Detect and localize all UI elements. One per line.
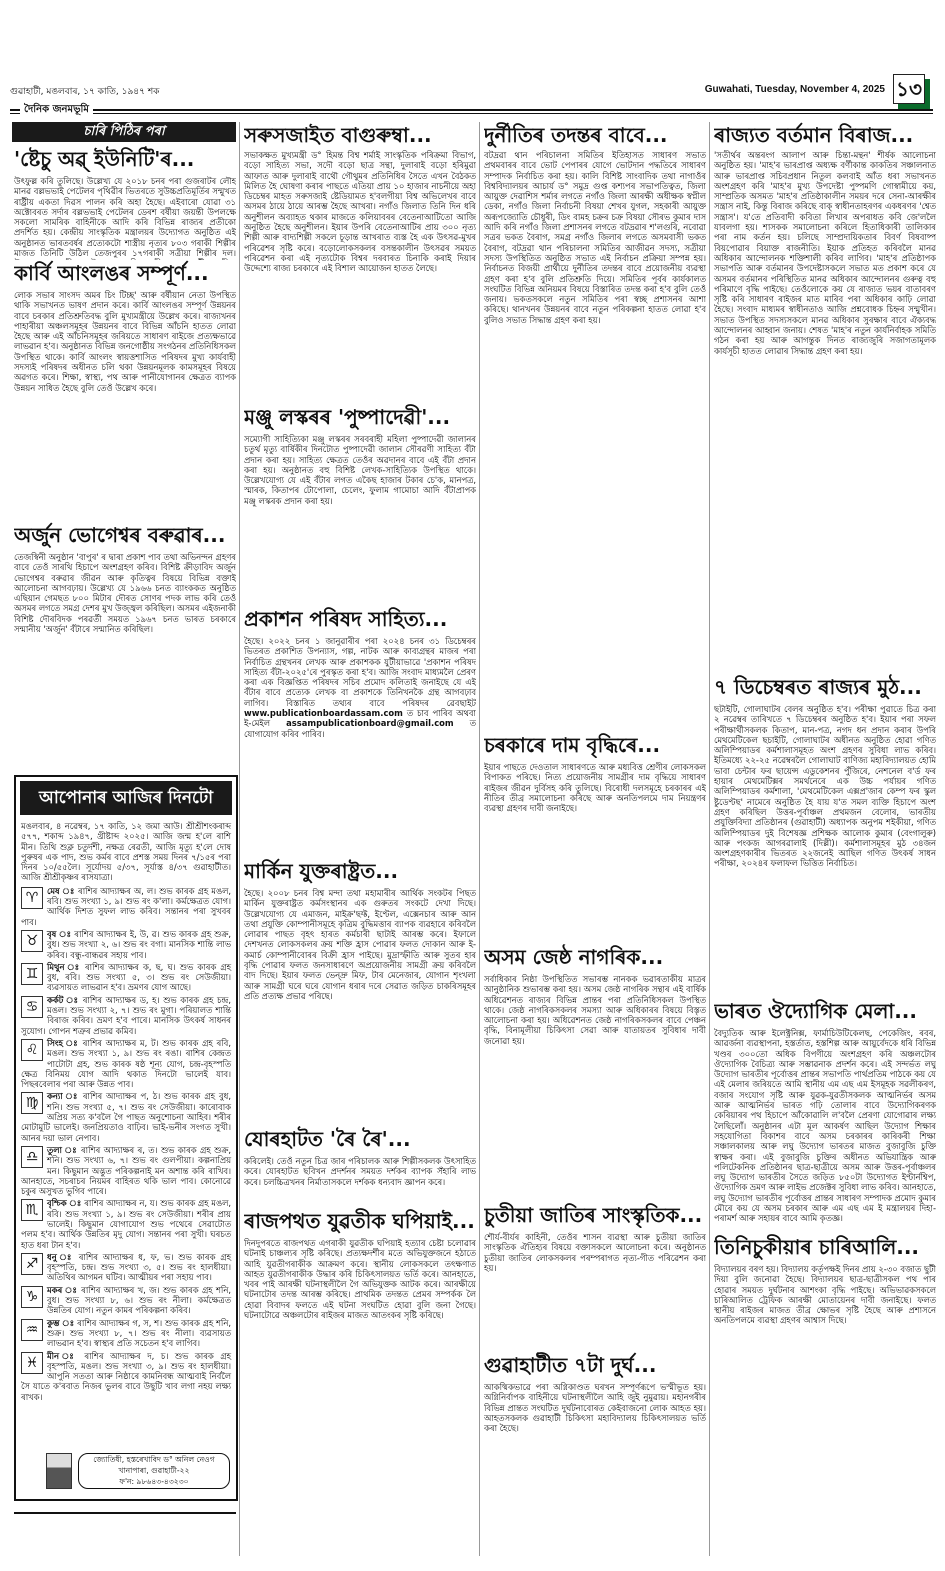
header-date-assamese: গুৱাহাটী, মঙলবাৰ, ১৭ কাতি, ১৯৪৭ শক [10, 87, 160, 97]
header-date-english: Guwahati, Tuesday, November 4, 2025 [704, 84, 885, 95]
horoscope-sign [16, 1037, 236, 1090]
website-link[interactable]: www.publicationboardassam.com [244, 708, 403, 719]
sign-name: মকৰ [47, 1284, 63, 1295]
article-body: কৰিলেই। তেওঁ নতুন চিত্ৰ জাৰ পৰিচালক আৰু শিল্পীসকলক উৎসাহিত কৰে। যোৰহাটত ছবিখন প্ৰদৰ্শনৰ সময়ত দৰ্শকৰ ব্যাপক সঁহাৰি লাভ কৰে। চলচ্চিত্ৰখনৰ নিৰ্মাতাসকলে দৰ্শকক ধন্যবাদ জ্ঞাপন কৰে। [244, 1156, 476, 1187]
sign-name: সিংহ [47, 1037, 63, 1048]
separator: ঃ [62, 1037, 83, 1048]
article-body: সম্যোগী সাহিত্যিকা মঞ্জু লস্কৰৰ সৰবৰাহী মহিলা পুষ্পাদেৱী জালানৰ চতুৰ্থ মৃত্যু বাৰ্ষিকীৰ দিনটোত পুষ্পাদেৱী জালান সৌৰৱণী সাহিত্য বঁটা প্ৰদান কৰা হয়। সাহিত্য ক্ষেত্ৰত তেওঁৰ অৱদানৰ বাবে এই বঁটা প্ৰদান কৰা হয়। অনুষ্ঠানত বহু বিশিষ্ট লেখক-সাহিত্যিক উপস্থিত থাকে। উল্লেখযোগ্য যে এই বঁটাৰ লগত একৈছ হাজাৰ টকাৰ চে'ক, মানপত্ৰ, স্মাৰক, কিতাপৰ টোপোলা, চেলেং, ফুলাম গামোচা আদি বঁটাপ্ৰাপক মঞ্জু লস্কৰক প্ৰদান কৰা হয়। [244, 434, 476, 506]
article-headline[interactable]: যোৰহাটত 'ৰৈ ৰৈ'... [244, 1127, 411, 1151]
email-link[interactable]: assampublicationboard@gmail.com [286, 718, 454, 729]
separator: ঃ [66, 1198, 85, 1209]
column-divider [709, 122, 710, 1556]
horoscope-sign [16, 961, 236, 994]
separator: ঃ [64, 961, 85, 972]
sign-name: ধনু [47, 1251, 57, 1262]
separator: ঃ [56, 1251, 79, 1262]
article-headline[interactable]: ভাৰত ঔদ্যোগিক মেলা... [714, 999, 917, 1023]
article-body: বিদ্যালয়ৰ বৰণ হয়। বিদ্যালয় কৰ্তৃপক্ষই দিনৰ প্ৰায় ২-৩০ বজাত ছুটী দিয়া বুলি জনোৱা হৈছে। বিদ্যালয়ৰ ছাত্ৰ-ছাত্ৰীসকল পথ পাৰ হোৱাৰ সময়ত দুৰ্ঘটনাৰ আশংকা বৃদ্ধি পাইছে। অভিভাৱকসকলে চাৰিআলিত ট্ৰেফিক আৰক্ষী মোতায়েনৰ দাবী জনাইছে। ফলত স্থানীয় ৰাইজৰ মাজত তীব্ৰ ক্ষোভৰ সৃষ্টি হৈছে আৰু প্ৰশাসনে অনতিপলমে ব্যৱস্থা গ্ৰহণৰ আশ্বাস দিছে। [714, 1264, 936, 1326]
separator: ঃ [59, 885, 79, 896]
article-headline[interactable]: প্ৰকাশন পৰিষদ সাহিত্য... [244, 607, 448, 631]
newspaper-name: দৈনিক জনমভূমি [20, 102, 93, 119]
sign-name: বৃশ্চিক [47, 1198, 67, 1209]
article-body: দিনদুপৰতে ৰাজপথত এগৰাকী যুৱতীক ঘপিয়াই হত্যাৰ চেষ্টা চলোৱাৰ ঘটনাই চাঞ্চল্যৰ সৃষ্টি কৰিছে। প্ৰত্যক্ষদৰ্শীৰ মতে অভিযুক্তজনে হঠাতে আহি যুৱতীগৰাকীক আক্ৰমণ কৰে। স্থানীয় লোকসকলে তৎক্ষণাত আহত যুৱতীগৰাকীক উদ্ধাৰ কৰি চিকিৎসালয়ত ভৰ্তি কৰে। আনহাতে, খবৰ পাই আৰক্ষী ঘটনাস্থলীলৈ গৈ অভিযুক্তক আটক কৰে। আৰক্ষীয়ে ঘটনাটোৰ তদন্ত আৰম্ভ কৰিছে। প্ৰাথমিক তদন্তত প্ৰেমৰ সম্পৰ্কক লৈ হোৱা বিবাদৰ ফলতে এই ঘটনা সংঘটিত হোৱা বুলি জনা গৈছে। ঘটনাটোৱে অঞ্চলটোৰ ৰাইজৰ মাজত আতংকৰ সৃষ্টি কৰিছে। [244, 1238, 476, 1321]
zodiac-icon: ♐ [21, 1253, 43, 1275]
horoscope-sign [16, 1090, 236, 1143]
zodiac-icon: ♋ [21, 996, 43, 1018]
article-body: আকষ্মিকভাৱে পৰা অগ্নিকাণ্ডত ঘৰখন সম্পূৰ্ণৰূপে ভস্মীভূত হয়। অগ্নিনিৰ্বাপক বাহিনীয়ে ঘটনাস্থলীলৈ আহি জুই নুমুৱায়। মহানগৰীৰ বিভিন্ন প্ৰান্তত সংঘটিত দুৰ্ঘটনাবোৰত কেইবাজনো লোক আহত হয়। আহতসকলক গুৱাহাটী চিকিৎসা মহাবিদ্যালয় চিকিৎসালয়ত ভৰ্তি কৰা হৈছে। [484, 1382, 706, 1434]
zodiac-icon: ♊ [21, 963, 43, 985]
article-body: সৰ্বাধিকাৰ নিষ্ঠা উপস্থিতিত সভাৰম্ভ নানকক ভৱাৰতাকীয় মাত্ৰৰ আনুষ্ঠানিক শুভাৰম্ভ কৰা হয়। অসম জেষ্ঠ নাগৰিক সন্থাৰ এই বাৰ্ষিক অধিৱেশনত ৰাজ্যৰ বিভিন্ন প্ৰান্তৰ পৰা প্ৰতিনিধিসকল উপস্থিত থাকে। জেষ্ঠ নাগৰিকসকলৰ সমস্যা আৰু অধিকাৰৰ বিষয়ে বিস্তৃত আলোচনা কৰা হয়। অধিৱেশনত জেষ্ঠ নাগৰিকসকলৰ বাবে পেঞ্চন বৃদ্ধি, বিনামূলীয়া চিকিৎসা সেৱা আৰু যাতায়তৰ সুবিধাৰ দাবী জনোৱা হয়। [484, 974, 706, 1046]
sign-text: ৰাশিৰ আদ্যাক্ষৰ খ, জ। শুভ কাৰক গ্ৰহ শনি, বুধ। শুভ সংখ্যা ৮, ৬। শুভ ৰং নীলা। কৰ্মক্ষেত্ৰত উন্নতিৰ যোগ। নতুন কামৰ পৰিকল্পনা কৰিব। [47, 1284, 231, 1316]
sign-name: বৃষ [47, 928, 57, 939]
zodiac-icon: ♒ [21, 1319, 43, 1341]
sign-text: ৰাশিৰ আদ্যাক্ষৰ দ, চ। শুভ কাৰক গ্ৰহ বৃহস্পতি, মঙল। শুভ সংখ্যা ৩, ৯। শুভ ৰং হালধীয়া। আপুনি সততা আৰু নিষ্ঠাৰে কামনিবন্ধ আত্মবাই নিৰ্বলৈ সৈ যাতে ক'ৰবাত নিজৰ ভুলৰ বাবে উছুটি খাব লগা নহয় লক্ষ্য ৰাখক। [21, 1350, 231, 1402]
horoscope-sign [16, 1317, 236, 1350]
sign-text: ৰাশিৰ আদ্যাক্ষৰ ক, ছ, ঘ। শুভ কাৰক গ্ৰহ বুধ, ৰবি। শুভ সংখ্যা ৫, ৩। শুভ ৰং সেউজীয়া। ব্যৱসায়ত লাভৱান হ'ব। ভ্ৰমণৰ যোগ আছে। [47, 961, 231, 993]
article-headline[interactable]: ৰাজ্যত বৰ্তমান বিৰাজ... [714, 123, 914, 147]
sign-name: কুম্ভ [47, 1317, 60, 1328]
article-body: হৈছে। ২০০৮ চনৰ বিশ্ব মন্দা তথা মহামাৰীৰ আৰ্থিক সংকটৰ পিছত মাৰ্কিন যুক্তৰাষ্ট্ৰত কৰ্মসংস্থানৰ এক গুৰুতৰ সংকটে দেখা দিছে। উল্লেখযোগ্য যে এমাজন, মাইক্ৰ'ছফ্ট, ইণ্টেল, এক্সেনচাৰ আৰু আন তথা প্ৰযুক্তি কোম্পানীসমূহে কৃত্ৰিম বুদ্ধিমত্তাৰ ব্যাপক ব্যৱহাৰে কৰিবলৈ লোৱাৰ পাছত বৃহৎ হাৰত কৰ্মচাৰী ছাটাই আৰম্ভ কৰে। ইফালে দেশখনত লোকসকলৰ ক্ৰয় শক্তি হ্ৰাস পোৱাৰ ফলত দোকান আৰু ই-কমাৰ্চ কোম্পানীবোৰৰ বিক্ৰী হ্ৰাস পাইছে। মুদ্ৰাস্ফীতি আৰু সুতৰ হাৰ বৃদ্ধি পোৱাৰ ফলত জনসাধাৰণে অপ্ৰয়োজনীয় সামগ্ৰী ক্ৰয় কৰিবলৈ বাদ দিছে। ইয়াৰ ফলত ভেন্দ্ৰু মিফ, টাৰ মেনেজাৰ, যোগান শৃংখলা আৰু সামগ্ৰী ঘৰে ঘৰে যোগান ধৰাৰ দৰে সেৱাত জড়িত চাকৰিসমূহৰ প্ৰতি প্ৰত্যক্ষ প্ৰভাৱ পৰিছে। [244, 888, 476, 1001]
article-body: বৈদ্যুতিক আৰু ইলেক্ট্ৰনিক্স, ফাৰ্মাচিউটিকেলছ, পেকেজিং, ৰবৰ, আৱৰ্জনা ব্যৱস্থাপনা, হস্তৰ্তাত, হস্তশিল্প আৰু আয়ুৰ্বেদকে ধৰি বিভিন্ন খণ্ডৰ ৩০০তো অধিক বিপণীয়ে অংশগ্ৰহণ কৰি অঞ্চলটোৰ ঔদ্যোগিক বৈচিত্ৰ্য আৰু সম্ভাৱনাক প্ৰদৰ্শন কৰে। এই সন্দৰ্ভত লঘু উদ্যোগ ভাৰতীৰ পূৰ্বোত্তৰ প্ৰান্তৰ সভাপতি পাৰ্থপ্ৰতিম পাঠকে কয় যে এই মেলাৰ জৰিয়তে আমি স্থানীয় এম এছ এম ইসমূহক সৱলীকৰণ, বজাৰ সংযোগ সৃষ্টি আৰু যুৱক-যুৱতীসকলক আত্মনিৰ্ভৰ অসম আৰু আত্মনিৰ্ভৰ ভাৰত গঢ়ি তোলাৰ বাবে উদ্যোগিকৰণক কেৰিয়াৰৰ পথ হিচাপে আঁকোৱালি ল'বলৈ প্ৰেৰণা যোগোৱাৰ লক্ষ্য লৈছিলোঁ। অনুষ্ঠানৰ এটা মূল আকৰ্ষণ আছিল উদ্যোগ শিক্ষাৰ সহযোগিতা বিকাশৰ বাবে অসম চৰকাৰৰ কাৰিকৰী শিক্ষা সঞ্চালকালয় আৰু লঘু উদ্যোগ ভাৰতৰ মাজত বুজাবুজি চুক্তি স্বাক্ষৰ কৰা। এই বুজাবুজি চুক্তিৰ অধীনত অভিযান্ত্ৰিক আৰু পলিটেকনিক প্ৰতিষ্ঠানৰ ছাত্ৰ-ছাত্ৰীয়ে অসম আৰু উত্তৰ-পূৰ্বাঞ্চলৰ লঘু উদ্যোগ ভাৰতীৰ সৈতে জড়িত ৮৫০টা উদ্যোগত ইণ্টাৰ্নশ্বিপ, ঔদ্যোগিক ভ্ৰমণ আৰু লাইভ প্ৰজেক্টৰ সুবিধা লাভ কৰিব। আনহাতে, লঘু উদ্যোগ ভাৰতীৰ পূৰ্বোত্তৰ প্ৰান্তৰ সাধাৰণ সম্পাদক প্ৰমোদ কুমাৰ মৌৰে কয় যে অসম চৰকাৰ আৰু এম এছ এম ই মন্ত্ৰালয়ৰ দিহা-পৰামৰ্শ আৰু সহায়ৰ বাবে আমি কৃতজ্ঞ। [714, 1028, 936, 1224]
page-number: ১৩ [893, 74, 925, 104]
horoscope-sign [16, 1144, 236, 1197]
article-body: ইয়াৰ পাছতে দেওতাল সাধাৰণতে আৰু মধ্যবিত্ত শ্ৰেণীৰ লোকসকল বিপাকত পৰিছে। নিত্য প্ৰয়োজনীয় সামগ্ৰীৰ দাম বৃদ্ধিয়ে সাধাৰণ ৰাইজৰ জীৱন দুৰ্বিসহ কৰি তুলিছে। বিৰোধী দলসমূহে চৰকাৰৰ এই নীতিৰ তীব্ৰ সমালোচনা কৰিছে আৰু অনতিপলমে দাম নিয়ন্ত্ৰণৰ ব্যৱস্থা গ্ৰহণৰ দাবী জনাইছে। [484, 762, 706, 814]
article-body: তেজস্বিনী অনুষ্ঠান 'বাপুৰ' ৰ দ্বাৰা প্ৰকাশ পাব তথা অভিনন্দন গ্ৰহণৰ বাবে তেওঁ সাৰথি হিচাপে অংশগ্ৰহণ কৰিব। বিশিষ্ট ক্ৰীড়াবিদ অৰ্জুন ভোগেশ্বৰ বৰুৱাৰ জীৱন আৰু কৃতিত্বৰ বিষয়ে বিভিন্ন বক্তাই আলোচনা আগবঢ়ায়। উল্লেখ্য যে ১৯৬৬ চনত ব্যাংককত অনুষ্ঠিত এছিয়ান গেমছত ৮০০ মিটাৰ দৌৰত সোণৰ পদক লাভ কৰি তেওঁ অসমৰ লগতে সমগ্ৰ দেশৰ মুখ উজ্জ্বল কৰিছিল। অসমৰ এইজনাকী বিশিষ্ট দৌৰবিদক পৰৱৰ্তী সময়ত ১৯৬৭ চনত ভাৰত চৰকাৰে সন্মানীয় 'অৰ্জুন' বঁটাৰে সন্মানিত কৰিছিল। [14, 552, 236, 635]
sign-text: ৰাশিৰ আদ্যাক্ষৰ ন, য। শুভ কাৰক গ্ৰহ মঙল, ৰবি। শুভ সংখ্যা ১, ৯। শুভ ৰং সেউজীয়া। শৰীৰ প্ৰায় ভালেই। কিছুমান যোগাযোগ শুভ পথেৰে সেৱাটোত পলম হ'ব। আৰ্থিক উন্নতিৰ মৃদু যোগ। সন্তানৰ পৰা সুখী। ঘৰচত হাত ধৰা টান হ'ব। [21, 1198, 231, 1250]
astrologer-photo [46, 1453, 72, 1489]
sign-name: মেষ [47, 885, 60, 896]
sign-text: ৰাশিৰ আদ্যাক্ষৰ ই, উ, ৱ। শুভ কাৰক গ্ৰহ শুক্ৰ, বুধ। শুভ সংখ্যা ২, ৬। শুভ ৰং বগা। মানসিক শান্তি লাভ কৰিব। বন্ধু-বান্ধৱৰ সহায় পাব। [47, 928, 231, 960]
article-headline[interactable]: চুতীয়া জাতিৰ সাংস্কৃতিক... [484, 1203, 703, 1227]
article-body: উৎফুল্ল কৰি তুলিছে। উল্লেখ্য যে ২০১৮ চনৰ পৰা গুজৰাটৰ লৌহ মানৱ বল্লভভাই পেটেলৰ পৃথিৱীৰ ভিতৰতে সুউচ্চপ্ৰতিমূৰ্তিৰ সন্মুখত ৰাষ্ট্ৰীয় একতা দিৱস পালন কৰি অহা হৈছে। এইবাৰো যোৱা ৩১ অক্টোবৰত সৰ্দাৰ বল্লভভাই পেটেলৰ ডেৰশ বৰ্ষীয়া জয়ন্তী উপলক্ষে সকলো সামৰিক বাহিনীকে আদি কৰি বিভিন্ন ৰাজ্যৰ প্ৰতীকো প্ৰদৰ্শিত হয়। কেন্দ্ৰীয় সাংস্কৃতিক মন্ত্ৰালয়ৰ উদ্যোগত অনুষ্ঠিত এই অনুষ্ঠানত ভাৰতবৰ্ষৰ প্ৰত্যেকটো শাস্ত্ৰীয় নৃত্যৰ ৮০৩ গৰাকী শিল্পীৰ মাজত তিনিটি উঠিল তেজপুৰৰ ১৭গৰাকী সত্ৰীয়া শিল্পীৰ দল। [14, 176, 236, 259]
separator: ঃ [59, 1317, 78, 1328]
sign-name: মিথুন [47, 961, 65, 972]
horoscope-sign-list [16, 885, 236, 1403]
article-headline[interactable]: চৰকাৰে দাম বৃদ্ধিৰে... [484, 733, 661, 757]
zodiac-icon: ♓ [21, 1352, 43, 1374]
horoscope-box [14, 775, 238, 1501]
zodiac-icon: ♏ [21, 1199, 43, 1221]
article-headline[interactable]: 'ষ্টেচু অৱ্ ইউনিটি'ৰ... [14, 147, 195, 171]
horoscope-sign [16, 885, 236, 928]
separator: ঃ [56, 928, 75, 939]
article-headline[interactable]: কাৰ্বি আংলঙৰ সম্পূৰ্ণ... [14, 261, 209, 285]
article-headline[interactable]: গুৱাহাটীত ৭টা দুৰ্ঘ... [484, 1353, 657, 1377]
article-body: ছটাইটি, গোলাঘাটৰ বেলৰ অনুষ্ঠিত হ'ব। পৰীক্ষা পুৱাতে চিত্ৰ কৰা ২ নৱেম্বৰ তাৰিখতে ৭ ডিচেম্বৰৰ অনুষ্ঠিত হ'ব। ইয়াৰ পৰা সফল পৰীক্ষাৰ্থীসকলক কিতাপ, মান-পত্ৰ, নগদ ধন প্ৰদান কৰাৰ উপৰি মেথমেটিকেল ছচাইটি, গোলাঘাটৰ অধীনত অনুষ্ঠিত হোৱা গণিত অলিম্পিয়াডৰ কৰ্মশালাসমূহত অংশ গ্ৰহণৰ সুবিধা লাভ কৰিব। ইতিমধ্যে ২২-২৫ নৱেম্বৰলৈ গোলাঘাট বাণিজ্য মহাবিদ্যালয়ত হোমি ভাবা চেন্টাৰ ফৰ ছায়েন্স এডুকেশনৰ পুঁজিৰে, নেশনেল ব'ৰ্ড ফৰ হায়াৰ মেথমেটিক্সৰ সমৰ্থনেৰে এক উচ্চ পৰ্যায়ৰ গণিত অলিম্পিয়াডৰ কৰ্মশালা, 'মেথমেটিকেল এক্সপ্ৰ'জাৰ কেম্প ফৰ স্কুল ষ্টুডেণ্টছ' নামেৰে অনুষ্ঠিত হৈ যায় য'ত সমল ব্যক্তি হিচাপে অংশ গ্ৰহণ কৰিছিল উত্তৰ-পূৰ্বাঞ্চল প্ৰথমজন বেলোৰ, ভাৰতীয় প্ৰযুক্তিবিদ্যা প্ৰতিষ্ঠানৰ (গুৱাহাটী) অধ্যাপক অনুপম শইকীয়া, গণিত অলিম্পিয়াডৰ দুই বিশেষজ্ঞ প্ৰশিক্ষক আলোক কুমাৰ (বেংগালুৰু) আৰু পংকজ আগৰৱালাই (দিল্লী)। কৰ্মশালাসমূহৰ মুঠ ৩৪জন অংশগ্ৰহণকাৰীৰ ভিতৰত ২২জনেই আছিল গণিত উৎকৰ্ষ সাধন পৰীক্ষা, ২০২৪ৰ ফলাফল ভিত্তিত নিৰ্বাচিত। [714, 704, 936, 869]
astrologer-address: খানাপাৰা, গুৱাহাটী-২২ [118, 1466, 190, 1475]
zodiac-icon: ♍ [21, 1092, 43, 1114]
sign-name: কৰ্কট [47, 994, 64, 1005]
astrologer-contact [78, 1453, 230, 1489]
article-headline[interactable]: অসম জেষ্ঠ নাগৰিক... [484, 945, 664, 969]
column-divider [479, 122, 480, 1556]
article-body: লোক সভাৰ সাংসদ অমৰ চিং টিচ্ছ' আৰু বৰ্ষীয়ান নেতা উপস্থিত থাকি সভাখনত ভাষণ প্ৰদান কৰে। কাৰ্বি আংলঙৰ সম্পূৰ্ণ উন্নয়নৰ বাবে চৰকাৰ প্ৰতিশ্ৰুতিবদ্ধ বুলি মুখ্যমন্ত্ৰীয়ে উল্লেখ কৰে। ৰাজ্যখনৰ পাহাৰীয়া অঞ্চলসমূহৰ উন্নয়নৰ বাবে বিভিন্ন আঁচনি হাতত লোৱা হৈছে আৰু এই আঁচনিসমূহৰ জৰিয়তে সাধাৰণ ৰাইজে প্ৰত্যক্ষভাৱে লাভৱান হ'ব। অনুষ্ঠানত বিভিন্ন জনগোষ্ঠীয় সংগঠনৰ প্ৰতিনিধিসকল উপস্থিত থাকে। কাৰ্বি আংলং স্বায়ত্তশাসিত পৰিষদৰ মুখ্য কাৰ্যবাহী সদস্যই পৰিষদৰ অধীনত চলি থকা উন্নয়নমূলক কামসমূহৰ বিষয়ে অৱগত কৰে। শিক্ষা, স্বাস্থ্য, পথ আৰু পানীযোগানৰ ক্ষেত্ৰত ব্যাপক উন্নয়ন সাধিত হৈছে বুলি তেওঁ উল্লেখ কৰে। [14, 290, 236, 393]
zodiac-icon: ♉ [21, 930, 43, 952]
zodiac-icon: ♎ [21, 1146, 43, 1168]
separator: ঃ [62, 1091, 83, 1102]
article-headline[interactable]: অৰ্জুন ভোগেশ্বৰ বৰুৱাৰ... [14, 523, 226, 547]
sign-text: ৰাশিৰ আদ্যাক্ষৰ ড, হ। শুভ কাৰক গ্ৰহ চন্দ্ৰ, মঙল। শুভ সংখ্যা ২, ৭। শুভ ৰং মুগা। পৰিয়ালত শান্তি বিৰাজ কৰিব। ভ্ৰমণ হ'ব পাৰে। মানসিক উৎকৰ্ষ সাধনৰ সুযোগ। গোপন শত্ৰুৰ প্ৰভাৱ কমিব। [21, 994, 231, 1036]
article-text: ত চাব পাৰিব অথবা ই-মেইল [244, 708, 476, 729]
column-divider [239, 122, 240, 1556]
article-headline[interactable]: মঞ্জু লস্কৰৰ 'পুষ্পাদেৱী'... [244, 405, 451, 429]
zodiac-icon: ♈ [21, 887, 43, 909]
horoscope-sign [16, 1197, 236, 1250]
astrologer-card [46, 1453, 236, 1493]
article-body: বটদ্ৰৱা থান পৰিচালনা সমিতিৰ ইতিহাসত সাধাৰণ সভাত প্ৰথমবাৰৰ বাবে ভোট পেপাৰৰ যোগে ভোটদান পদ্ধতিৰে সাধাৰণ সম্পাদক নিৰ্বাচিত কৰা হয়। কালি বিশিষ্ট সাংবাদিক তথা নাগাওঁৰ বিশ্ববিদ্যালয়ৰ আচাৰ্য ড° সমুদ্ৰ গুপ্ত কশ্যপৰ সভাপতিত্বত, জিলা আয়ুক্ত দেৱাশিস শৰ্মাৰ লগতে নগাঁও জিলা আৰক্ষী অধীক্ষক স্বপ্নীল ডেকা, নগাঁও জিলা নিৰ্বাচনী বিষয়া শেখৰ যুগল, সহকাৰী আয়ুক্ত অৰূপজ্যোতি চৌধুৰী, ডিং বামহ চক্ৰৰ চক্ৰ বিষয়া সৌৰভ কুমাৰ দাস আদি কৰি নগাঁও জিলা প্ৰশাসনৰ লগতে বটদ্ৰৱাৰ শ'লগুৰি, নবোৱা সত্ৰৰ ভকত বৈৰাগ, সমগ্ৰ নগাঁও জিলাৰ লগতে অসমবাসী ভকত বৈৰাগ, বটদ্ৰৱা থান পৰিচালনা সমিতিৰ আজীৱন সদস্য, সত্ৰীয়া সদস্য উপস্থিতিত অনুষ্ঠিত সভাত এই নিৰ্বাচন প্ৰক্ৰিয়া সম্পন্ন হয়। নিৰ্বাচনত বিজয়ী প্ৰাৰ্থীয়ে দুৰ্নীতিৰ তদন্তৰ বাবে প্ৰয়োজনীয় ব্যৱস্থা গ্ৰহণ কৰা হ'ব বুলি প্ৰতিশ্ৰুতি দিয়ে। সমিতিৰ পূৰ্বৰ কাৰ্যকালত সংঘটিত বিভিন্ন অনিয়মৰ বিষয়ে বিস্তাৰিত তদন্ত কৰা হ'ব বুলি তেওঁ জনায়। ভকতসকলে নতুন সমিতিৰ পৰা স্বচ্ছ প্ৰশাসনৰ আশা কৰিছে। থানখনৰ উন্নয়নৰ বাবে নতুন পৰিকল্পনা হাতত লোৱা হ'ব বুলিও সভাত সিদ্ধান্ত গ্ৰহণ কৰা হয়। [484, 150, 706, 325]
horoscope-sign [16, 928, 236, 961]
article-headline[interactable]: দুৰ্নীতিৰ তদন্তৰ বাবে... [484, 123, 668, 147]
article-body: 'সতীৰ্থৰ অন্তৰংগ আলাপ আৰু চিন্তা-মন্থন' শীৰ্ষক আলোচনা অনুষ্ঠিত হয়। 'মাহ'ৰ ভাৰপ্ৰাপ্ত অধ্যক্ষ বৰ্ণীকান্ত কাকতিৰ সঞ্চালনাত আৰু ভাৰপ্ৰাপ্ত সচিবপ্ৰধান নিতুল কলবাই আঁত ধৰা সভাখনত অংশগ্ৰহণ কৰি 'মাহ'ৰ মুখ্য উপদেষ্টা পুষ্পমণি গোস্বামীয়ে কয়, সাম্প্ৰতিক অসমত 'মাহ'ৰ প্ৰতিষ্ঠাকালীন সময়ৰ দৰে সেনা-আৰক্ষীৰ সন্ত্ৰাস নাই, কিন্তু বিৰাজ কৰিছে বাক্ স্বাধীনতাহৰণৰ একধৰণৰ 'শ্বেত সন্ত্ৰাস'। য'তে প্ৰতিবাদী কবিতা লিখাৰ অপৰাধত কবি জে'ললৈ যাবলগা হয়। শাসকক সমালোচনা কৰিলে হিতাধিকাৰী তালিকাৰ পৰা নাম কৰ্তন হয়। চলিছে সাম্প্ৰদায়িকতাৰ বিবৰ্ণ বিষবাষ্প বিয়পোৱাৰ বিয়াক্ত ৰাজনীতি। ইয়াক প্ৰতিহত কৰিবলৈ মানৱ অধিকাৰ আন্দোলনক শক্তিশালী কৰিব লাগিব। 'মাহ'ৰ প্ৰতিষ্ঠাপক সভাপতি আৰু বৰ্তমানৰ উপদেষ্টাসকলে সভাত মত প্ৰকাশ কৰে যে অসমৰ বৰ্তমানৰ পৰিস্থিতিত মানৱ অধিকাৰ আন্দোলনৰ গুৰুত্ব বহু পৰিমাণে বৃদ্ধি পাইছে। তেওঁলোকে কয় যে ৰাজ্যত ভয়ৰ বাতাবৰণ সৃষ্টি কৰি সাধাৰণ ৰাইজৰ মাত মাৰিব পৰা অধিকাৰ কাঢ়ি লোৱা হৈছে। সংবাদ মাধ্যমৰ স্বাধীনতাও আজি প্ৰশ্নবোধক চিহ্নৰ সন্মুখীন। সভাত উপস্থিত সদস্যসকলে মানৱ অধিকাৰ সুৰক্ষাৰ বাবে ঐক্যবদ্ধ আন্দোলনৰ আহ্বান জনায়। শেষত 'মাহ'ৰ নতুন কাৰ্যনিৰ্বাহক সমিতি গঠন কৰা হয় আৰু আগন্তুক দিনত ৰাজ্যজুৰি সজাগতামূলক কাৰ্যসূচী হাতত লোৱাৰ সিদ্ধান্ত গ্ৰহণ কৰা হয়। [714, 150, 936, 356]
article-headline[interactable]: তিনিচুকীয়াৰ চাৰিআলি... [714, 1235, 920, 1259]
article-body: সভাকক্ষত মুখ্যমন্ত্ৰী ড° হিমন্ত বিশ্ব শৰ্মাই সাংস্কৃতিক পৰিক্ৰমা বিভাগ, বড়ো সাহিত্য সভা, সদৌ বড়ো ছাত্ৰ সন্থা, দুলাৰাই বড়ো হৰিমুৱা আফাত আৰু দুলাৰাই বাথৌ গৌথুমৰ প্ৰতিনিধিৰ সৈতে এখন বৈঠকত মিলিত হৈ ঘোষণা কৰাৰ পাছতে এতিয়া প্ৰায় ১০ হাজাৰ নাচনীয়ে অহা ডিচেম্বৰ মাহত সৰুসজাই ষ্টেডিয়ামত হ'বলগীয়া বিশ্ব অভিলেখৰ বাবে অসমৰ ঠায়ে ঠায়ে আৰম্ভ হৈছে আখৰা। নগাঁও জিলাত তিনি দিন ধৰি অনুশীলন অব্যাহত থকাৰ মাজতে কলিয়াবৰৰ বেতেনাআটিতো আজি অনুষ্ঠিত হৈছে অনুশীলন। ইয়াৰ উপৰি বেতেনাআটিৰ প্ৰায় ৩০০ নৃত্য শিল্পী আৰু বাদ্যশিল্পী সকলে চূড়ান্ত আখৰাত ব্যস্ত হৈ এক উৎসৱ-মুখৰ পৰিৱেশৰ সৃষ্টি কৰে। বড়োলোকসকলৰ বসন্তকালীন উৎসৱৰ সময়ত পৰিৱেশন কৰা এই নৃত্যটোক বিশ্বৰ দৰবাৰত চিনাকি কৰাই দিয়াৰ উদ্দেশ্যে ৰাজ্য চৰকাৰে এই বিশাল আয়োজন হাতত লৈছে। [244, 150, 476, 274]
horoscope-intro: মঙলবাৰ, ৪ নৱেম্বৰ, ১৭ কাতি, ১২ জমা আউ। শ্ৰীশ্ৰীশংকৰাব্দ ৫৭৭, শকাব্দ ১৯৪৭, খ্ৰীষ্টাব্দ ২০২৫। আজি জন্ম হ'লে ৰাশি মীন। তিথি শুক্ল চতুৰ্দশী, নক্ষত্ৰ ৰেৱতী, আজি মৃত্যু হ'লে দোষ পুৰুষৰ এক পাদ, শুভ কৰ্মৰ বাবে প্ৰশস্ত সময় দিনৰ ৭/১৫ৰ পৰা দিনৰ ১০/৫৫লৈ। সূৰ্যোদয় ৫/৩৭, সূৰ্যাস্ত ৪/৩৭ গুৱাহাটীত। আজি শ্ৰীশ্ৰীকৃষ্ণৰ ৰাসযাত্ৰা। [21, 821, 231, 883]
zodiac-icon: ♌ [21, 1039, 43, 1061]
sign-text: ৰাশিৰ আদ্যাক্ষৰ প, ঠ। শুভ কাৰক গ্ৰহ বুধ, শনি। শুভ সংখ্যা ৫, ৭। শুভ ৰং সেউজীয়া। কাৰোবাক অপ্ৰিয় সত্য ক'বলৈ গৈ পাছত অনুশোচনা আহিব। শৰীৰ মোটামুটি ভালেই। জনপ্ৰিয়তাও বাঢ়িব। ভাই-ভনীৰ সংগত সুখী। আনৰ দয়া ভাল নেপাব। [21, 1091, 231, 1143]
article-headline[interactable]: ৰাজপথত যুৱতীক ঘপিয়াই... [244, 1209, 475, 1233]
article-text: হৈছে। ২০২২ চনৰ ১ জানুৱাৰীৰ পৰা ২০২৪ চনৰ ৩১ ডিচেম্বৰৰ ভিতৰত প্ৰকাশিত উপন্যাস, গল্প, নাটক আৰু কাব্যগ্ৰন্থৰ মাজৰ পৰা নিৰ্বাচিত গ্ৰন্থখনৰ লেখক আৰু প্ৰকাশকক যুটীয়াভাৱে 'প্ৰকাশন পৰিষদ সাহিত্য বঁটা-২০২৫'ৰে পুৰস্কৃত কৰা হ'ব। আজি সংবাদ মাধ্যমলৈ প্ৰেৰণ কৰা এক বিজ্ঞপ্তিত পৰিষদৰ সচিব প্ৰমোদ কলিতাই জনাইছে যে এই বঁটাৰ বাবে প্ৰত্যেক লেখক বা প্ৰকাশকে তিনিখনকৈ গ্ৰন্থ আগবঢ়াব লাগিব। বিস্তাৰিত তথ্যৰ বাবে পৰিষদৰ ৱেবছাইট [244, 636, 476, 708]
sign-name: মীন [47, 1350, 60, 1361]
horoscope-sign [16, 1251, 236, 1284]
horoscope-sign [16, 1284, 236, 1317]
sign-text: ৰাশিৰ আদ্যাক্ষৰ ৰ, ত। শুভ কাৰক গ্ৰহ শুক্ৰ, শনি। শুভ সংখ্যা ৬, ৭। শুভ ৰং গুলপীয়া। কল্পনাপ্ৰিয় মন। কিছুমান অদ্ভুত পৰিকল্পনাই মন অশান্ত কৰি ৰাখিব। আনহাতে, সচৰাচৰ নিয়মৰ বাহিৰত থকি ভাল পাব। কোনোৱে চকুৰ অসুখত ভুগিব পাৰে। [21, 1144, 231, 1197]
continued-from-page-label: চাৰি পিঠিৰ পৰা [12, 122, 236, 142]
horoscope-title: আপোনাৰ আজিৰ দিনটো [20, 781, 232, 815]
zodiac-icon: ♑ [21, 1286, 43, 1308]
header-rule [10, 109, 933, 114]
article-body [244, 636, 476, 856]
separator: ঃ [61, 1144, 81, 1155]
article-headline[interactable]: ৭ ডিচেম্বৰত ৰাজ্যৰ মুঠ... [714, 675, 922, 699]
astrologer-name: জ্যোতিষী, হস্তৰেখাবিদ ড° অনিল নেওগ [93, 1455, 215, 1464]
article-headline[interactable]: মাৰ্কিন যুক্তৰাষ্ট্ৰত... [244, 859, 399, 883]
article-text: ত যোগাযোগ কৰিব পাৰিব। [244, 718, 476, 739]
astrologer-phone: ফ'ন: ৯৮৬৪৩-৪৩২৩০ [119, 1477, 189, 1486]
separator: ঃ [59, 1350, 85, 1361]
article-headline[interactable]: সৰুসজাইত বাগুৰুম্বা... [244, 123, 432, 147]
sign-name: তুলা [47, 1144, 62, 1155]
sign-text: ৰাশিৰ আদ্যাক্ষৰ অ, ল। শুভ কাৰক গ্ৰহ মঙল, ৰবি। শুভ সংখ্যা ১, ৯। শুভ ৰং ক'লা। কৰ্মক্ষেত্ৰত যোগ। আৰ্থিক দিশত সুফল লাভ কৰিব। সন্তানৰ পৰা সুখবৰ পাব। [21, 885, 231, 927]
sign-text: ৰাশিৰ আদ্যাক্ষৰ ম, ট। শুভ কাৰক গ্ৰহ ৰবি, মঙল। শুভ সংখ্যা ১, ৯। শুভ ৰং ৰঙা। ৰাশিৰ কেন্দ্ৰত পাটোটা গ্ৰহ, শুভ কাৰক ষষ্ঠ শূন্য যোগ, চন্দ্ৰ-বৃহস্পতি ক্ষেত্ৰ বিনিময় যোগ আদি থকাত দিনটো ভালেই যাব। পিছৰবেলাৰ পৰা আৰু উন্নত পাব। [21, 1037, 231, 1090]
horoscope-sign [16, 1350, 236, 1403]
article-body: শৌৰ্য-বীৰ্যৰ কাহিনী, তেওঁৰ শাসন ব্যৱস্থা আৰু চুতীয়া জাতিৰ সাংস্কৃতিক ঐতিহ্যৰ বিষয়ে বক্তাসকলে আলোচনা কৰে। অনুষ্ঠানত চুতীয়া জাতিৰ লোকসকলৰ পৰম্পৰাগত নৃত্য-গীত পৰিৱেশন কৰা হয়। [484, 1232, 706, 1273]
sign-name: কন্যা [47, 1091, 63, 1102]
separator: ঃ [63, 994, 83, 1005]
sign-text: ৰাশিৰ আদ্যাক্ষৰ গ, স, শ। শুভ কাৰক গ্ৰহ শনি, শুক্ৰ। শুভ সংখ্যা ৮, ৭। শুভ ৰং নীলা। ব্যৱসায়ত লাভৱান হ'ব। স্বাস্থ্যৰ প্ৰতি সচেতন হ'ব লাগিব। [47, 1317, 231, 1349]
horoscope-sign [16, 994, 236, 1037]
separator: ঃ [62, 1284, 82, 1295]
sign-text: ৰাশিৰ আদ্যাক্ষৰ ধ, ফ, ভ। শুভ কাৰক গ্ৰহ বৃহস্পতি, চন্দ্ৰ। শুভ সংখ্যা ৩, ৫। শুভ ৰং হালধীয়া। অতিথিৰ আগমন ঘটিব। আত্মীয়ৰ পৰা সহায় পাব। [47, 1251, 232, 1283]
column-end-rule [14, 1512, 236, 1514]
